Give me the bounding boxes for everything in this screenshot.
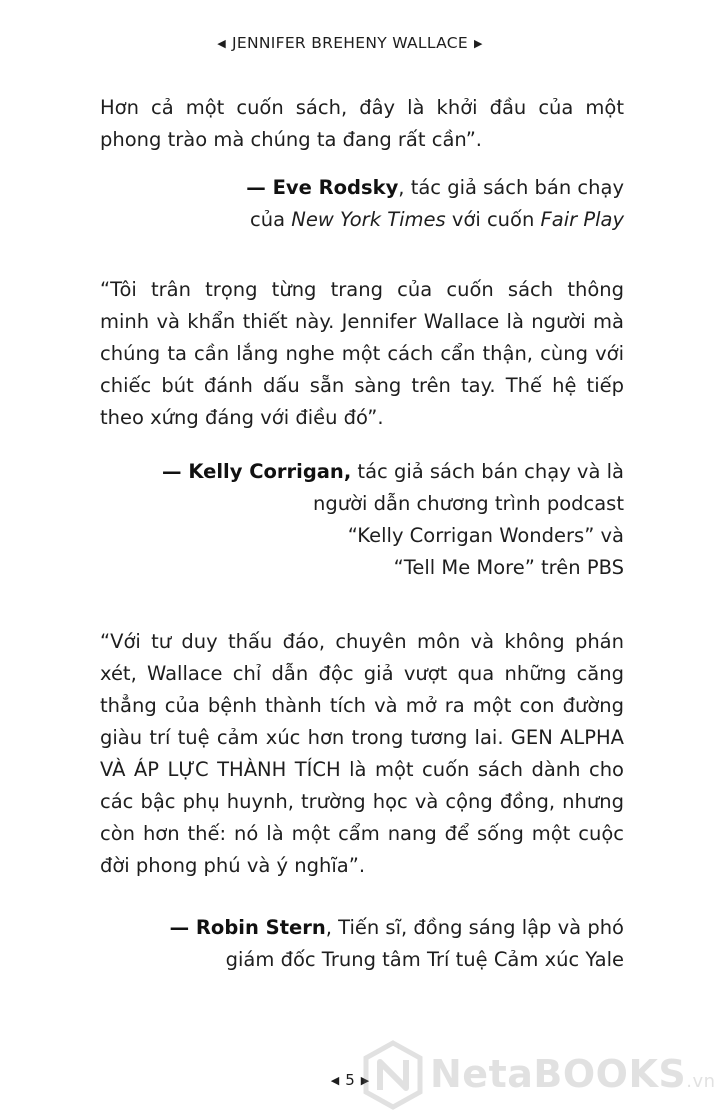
quote-line: giàu trí tuệ cảm xúc hơn trong tương lai. GEN ALPHA <box>100 726 624 749</box>
quote-line: đời phong phú và ý nghĩa”. <box>100 854 366 877</box>
quote-line: thẳng của bệnh thành tích và mở ra một con đường <box>100 694 624 717</box>
quote-1-text <box>100 92 624 156</box>
quote-1-attribution <box>100 172 624 236</box>
quote-2-attribution <box>100 456 624 584</box>
quote-line: minh và khẩn thiết này. Jennifer Wallace là người mà <box>100 310 624 333</box>
quote-line: theo xứng đáng với điều đó”. <box>100 406 384 429</box>
author-name: Robin Stern <box>195 916 326 939</box>
quote-line: còn hơn thế: nó là một cẩm nang để sống một cuộc <box>100 822 624 845</box>
quote-3-text <box>100 626 624 882</box>
attribution-line: — Eve Rodsky, tác giả sách bán chạy <box>246 176 624 199</box>
quote-2 <box>100 274 624 434</box>
running-header <box>0 33 700 54</box>
quote-line: “Với tư duy thấu đáo, chuyên môn và không phán <box>100 630 624 653</box>
quote-line: phong trào mà chúng ta đang rất cần”. <box>100 128 482 151</box>
netabooks-watermark <box>362 1040 716 1110</box>
quote-line: chiếc bút đánh dấu sẵn sàng trên tay. Thế hệ tiếp <box>100 374 624 397</box>
page-number: 5 <box>345 1071 355 1089</box>
attribution-line: “Kelly Corrigan Wonders” và <box>347 524 624 547</box>
triangle-right-icon: ▶ <box>360 1074 370 1087</box>
attribution-line: — Kelly Corrigan, tác giả sách bán chạy và là <box>162 460 624 483</box>
quote-2-text <box>100 274 624 434</box>
attribution-line: người dẫn chương trình podcast <box>313 492 624 515</box>
quote-line: “Tôi trân trọng từng trang của cuốn sách thông <box>100 278 624 301</box>
quote-line: các bậc phụ huynh, trường học và cộng đồng, nhưng <box>100 790 624 813</box>
triangle-right-icon: ▶ <box>474 37 483 50</box>
author-name: Eve Rodsky <box>272 176 399 199</box>
header-title: JENNIFER BREHENY WALLACE <box>231 34 469 52</box>
attribution-line: — Robin Stern, Tiến sĩ, đồng sáng lập và phó <box>169 916 624 939</box>
quote-3-attribution <box>100 912 624 976</box>
hexagon-n-logo-icon <box>362 1040 424 1110</box>
quote-line: chúng ta cần lắng nghe một cách cẩn thận, cùng với <box>100 342 624 365</box>
quote-line: xét, Wallace chỉ dẫn độc giả vượt qua những căng <box>100 662 624 685</box>
quote-3 <box>100 626 624 882</box>
quote-line: VÀ ÁP LỰC THÀNH TÍCH là một cuốn sách dành cho <box>100 758 624 781</box>
author-name: Kelly Corrigan, <box>188 460 352 483</box>
quote-1 <box>100 92 624 156</box>
quote-line: Hơn cả một cuốn sách, đây là khởi đầu của một <box>100 96 624 119</box>
attribution-line: của New York Times với cuốn Fair Play <box>250 208 624 231</box>
attribution-line: “Tell Me More” trên PBS <box>393 556 624 579</box>
triangle-left-icon: ◀ <box>217 37 226 50</box>
triangle-left-icon: ◀ <box>330 1074 340 1087</box>
attribution-line: giám đốc Trung tâm Trí tuệ Cảm xúc Yale <box>225 948 624 971</box>
watermark-text: NetaBOOKS.vn <box>430 1052 716 1096</box>
